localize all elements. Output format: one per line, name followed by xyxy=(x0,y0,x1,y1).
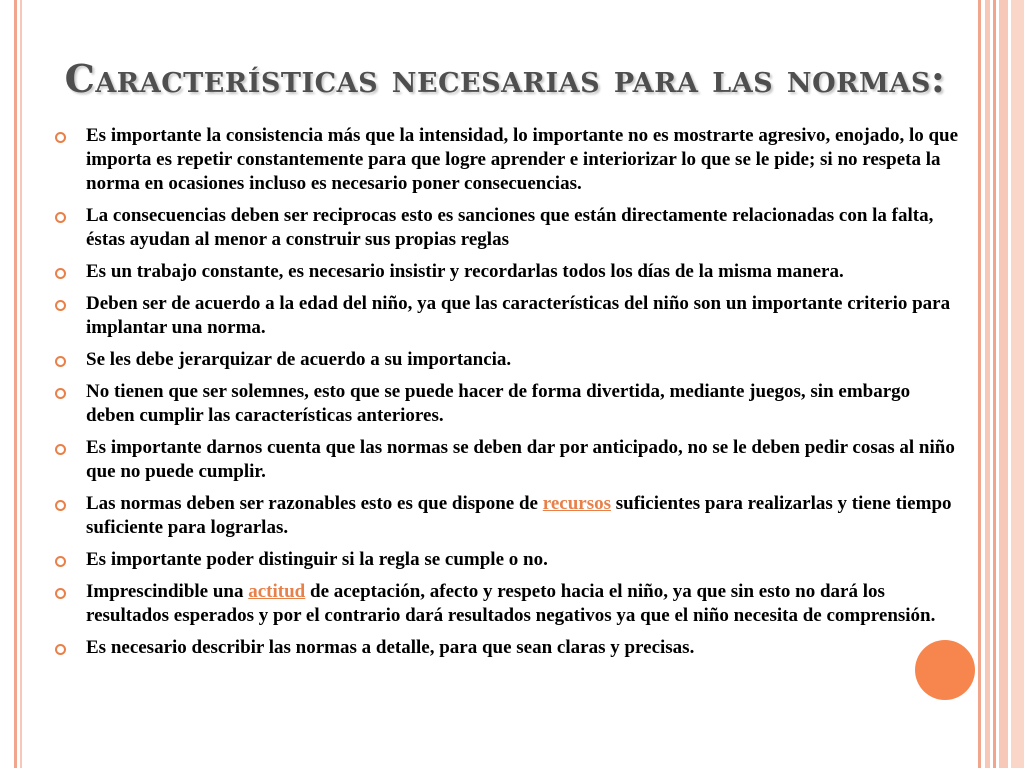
right-frame-line xyxy=(999,0,1008,768)
bullet-marker-icon xyxy=(55,268,66,279)
slide-title: Características necesarias para las normas: xyxy=(64,56,946,101)
bullet-marker-icon xyxy=(55,300,66,311)
bullet-marker-icon xyxy=(55,444,66,455)
bullet-text: Las normas deben ser razonables esto es que dispone de xyxy=(86,493,543,514)
decorative-circle xyxy=(915,640,975,700)
hyperlink[interactable]: actitud xyxy=(248,581,306,602)
bullet-marker-icon xyxy=(55,212,66,223)
bullet-text: La consecuencias deben ser reciprocas esto es sanciones que están directamente relacionadas con la falta, éstas ayudan al menor a construir sus propias reglas xyxy=(86,205,934,250)
bullet-text: suficientes para realizarlas y tiene tiempo suficiente para lograrlas. xyxy=(86,493,952,538)
bullet-item xyxy=(55,636,960,660)
bullet-text: Es necesario describir las normas a detalle, para que sean claras y precisas. xyxy=(86,637,695,658)
bullet-item xyxy=(55,204,960,252)
bullet-text: Es un trabajo constante, es necesario insistir y recordarlas todos los días de la misma manera. xyxy=(86,261,844,282)
bullet-marker-icon xyxy=(55,588,66,599)
left-frame-line xyxy=(14,0,17,768)
right-frame-line xyxy=(993,0,996,768)
bullet-text: Es importante darnos cuenta que las normas se deben dar por anticipado, no se le deben pedir cosas al niño que no puede cumplir. xyxy=(86,437,955,482)
right-frame-line xyxy=(1011,0,1024,768)
bullet-list xyxy=(55,124,960,668)
right-frame-line xyxy=(978,0,981,768)
bullet-item xyxy=(55,548,960,572)
bullet-item xyxy=(55,292,960,340)
bullet-marker-icon xyxy=(55,388,66,399)
bullet-item xyxy=(55,436,960,484)
right-frame-line xyxy=(985,0,990,768)
left-frame-line-inner xyxy=(20,0,22,768)
bullet-item xyxy=(55,492,960,540)
bullet-marker-icon xyxy=(55,500,66,511)
bullet-item xyxy=(55,380,960,428)
bullet-marker-icon xyxy=(55,556,66,567)
bullet-item xyxy=(55,348,960,372)
bullet-marker-icon xyxy=(55,644,66,655)
bullet-text: No tienen que ser solemnes, esto que se puede hacer de forma divertida, mediante juegos, sin embargo deben cumplir las características anteriores. xyxy=(86,381,911,426)
bullet-text: Deben ser de acuerdo a la edad del niño, ya que las características del niño son un importante criterio para implantar una norma. xyxy=(86,293,951,338)
bullet-item xyxy=(55,124,960,196)
bullet-text: de aceptación, afecto y respeto hacia el niño, ya que sin esto no dará los resultados esperados y por el contrario dará resultados negativos ya que el niño necesita de comprensión. xyxy=(86,581,936,626)
bullet-item xyxy=(55,260,960,284)
bullet-text: Es importante poder distinguir si la regla se cumple o no. xyxy=(86,549,548,570)
bullet-text: Se les debe jerarquizar de acuerdo a su importancia. xyxy=(86,349,512,370)
bullet-marker-icon xyxy=(55,132,66,143)
hyperlink[interactable]: recursos xyxy=(542,493,611,514)
bullet-marker-icon xyxy=(55,356,66,367)
bullet-text: Imprescindible una xyxy=(86,581,249,602)
bullet-item xyxy=(55,580,960,628)
bullet-text: Es importante la consistencia más que la intensidad, lo importante no es mostrarte agresivo, enojado, lo que importa es repetir constantemente para que logre aprender e interiorizar lo que se le pide; si no respeta la norma en ocasiones incluso es necesario poner consecuencias. xyxy=(86,125,959,194)
